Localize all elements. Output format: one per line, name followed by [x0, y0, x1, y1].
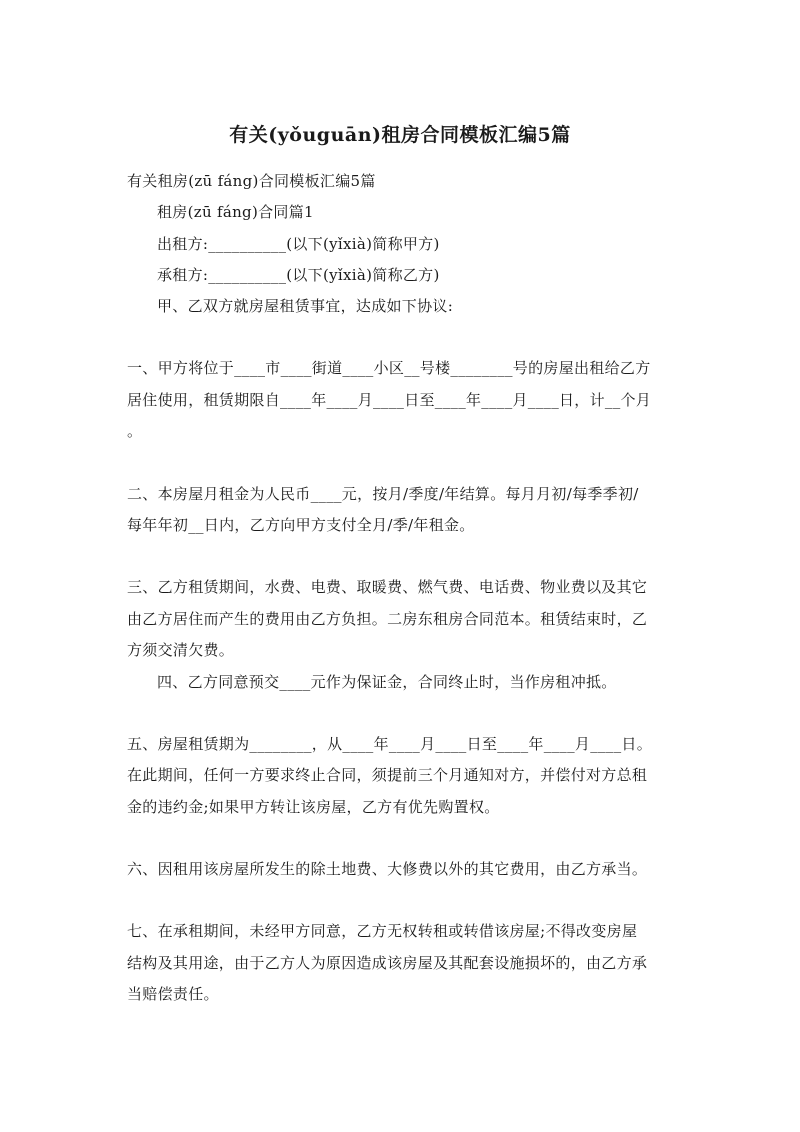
- clause-2-line-2: 每年年初__日内，乙方向甲方支付全月/季/年租金。: [127, 516, 475, 534]
- clause-3-line-3: 方须交清欠费。: [127, 641, 235, 659]
- lessee-line: 承租方:__________(以下(yǐxià)简称乙方): [157, 266, 440, 284]
- clause-7-line-3: 当赔偿责任。: [127, 985, 219, 1003]
- lessor-line: 出租方:__________(以下(yǐxià)简称甲方): [157, 235, 440, 253]
- clause-6: 六、因租用该房屋所发生的除土地费、大修费以外的其它费用，由乙方承当。: [127, 860, 648, 878]
- clause-5-line-2: 在此期间，任何一方要求终止合同，须提前三个月通知对方，并偿付对方总租: [127, 766, 648, 784]
- clause-3-line-2: 由乙方居住而产生的费用由乙方负担。二房东租房合同范本。租赁结束时，乙: [127, 610, 648, 628]
- clause-7-line-1: 七、在承租期间，未经甲方同意，乙方无权转租或转借该房屋;不得改变房屋: [127, 922, 638, 940]
- clause-3-line-1: 三、乙方租赁期间，水费、电费、取暖费、燃气费、电话费、物业费以及其它: [127, 578, 648, 596]
- clause-2-line-1: 二、本房屋月租金为人民币____元，按月/季度/年结算。每月月初/每季季初/: [127, 485, 639, 503]
- clause-7-line-2: 结构及其用途，由于乙方人为原因造成该房屋及其配套设施损坏的，由乙方承: [127, 954, 648, 972]
- clause-1-line-3: 。: [127, 422, 143, 440]
- clause-5-line-3: 金的违约金;如果甲方转让该房屋，乙方有优先购置权。: [127, 798, 500, 816]
- contract-heading: 租房(zū fáng)合同篇1: [157, 203, 314, 221]
- clause-5-line-1: 五、房屋租赁期为________，从____年____月____日至____年____月____日。: [127, 735, 653, 753]
- intro-line: 甲、乙双方就房屋租赁事宜，达成如下协议:: [157, 297, 454, 315]
- document-subtitle: 有关租房(zū fáng)合同模板汇编5篇: [127, 172, 376, 190]
- document-title: 有关(yǒuguān)租房合同模板汇编5篇: [229, 124, 571, 146]
- clause-1-line-1: 一、甲方将位于____市____街道____小区__号楼________号的房屋出租给乙方: [127, 359, 651, 377]
- clause-1-line-2: 居住使用，租赁期限自____年____月____日至____年____月____日，计__个月: [127, 391, 652, 409]
- clause-4: 四、乙方同意预交____元作为保证金，合同终止时，当作房租冲抵。: [157, 673, 617, 691]
